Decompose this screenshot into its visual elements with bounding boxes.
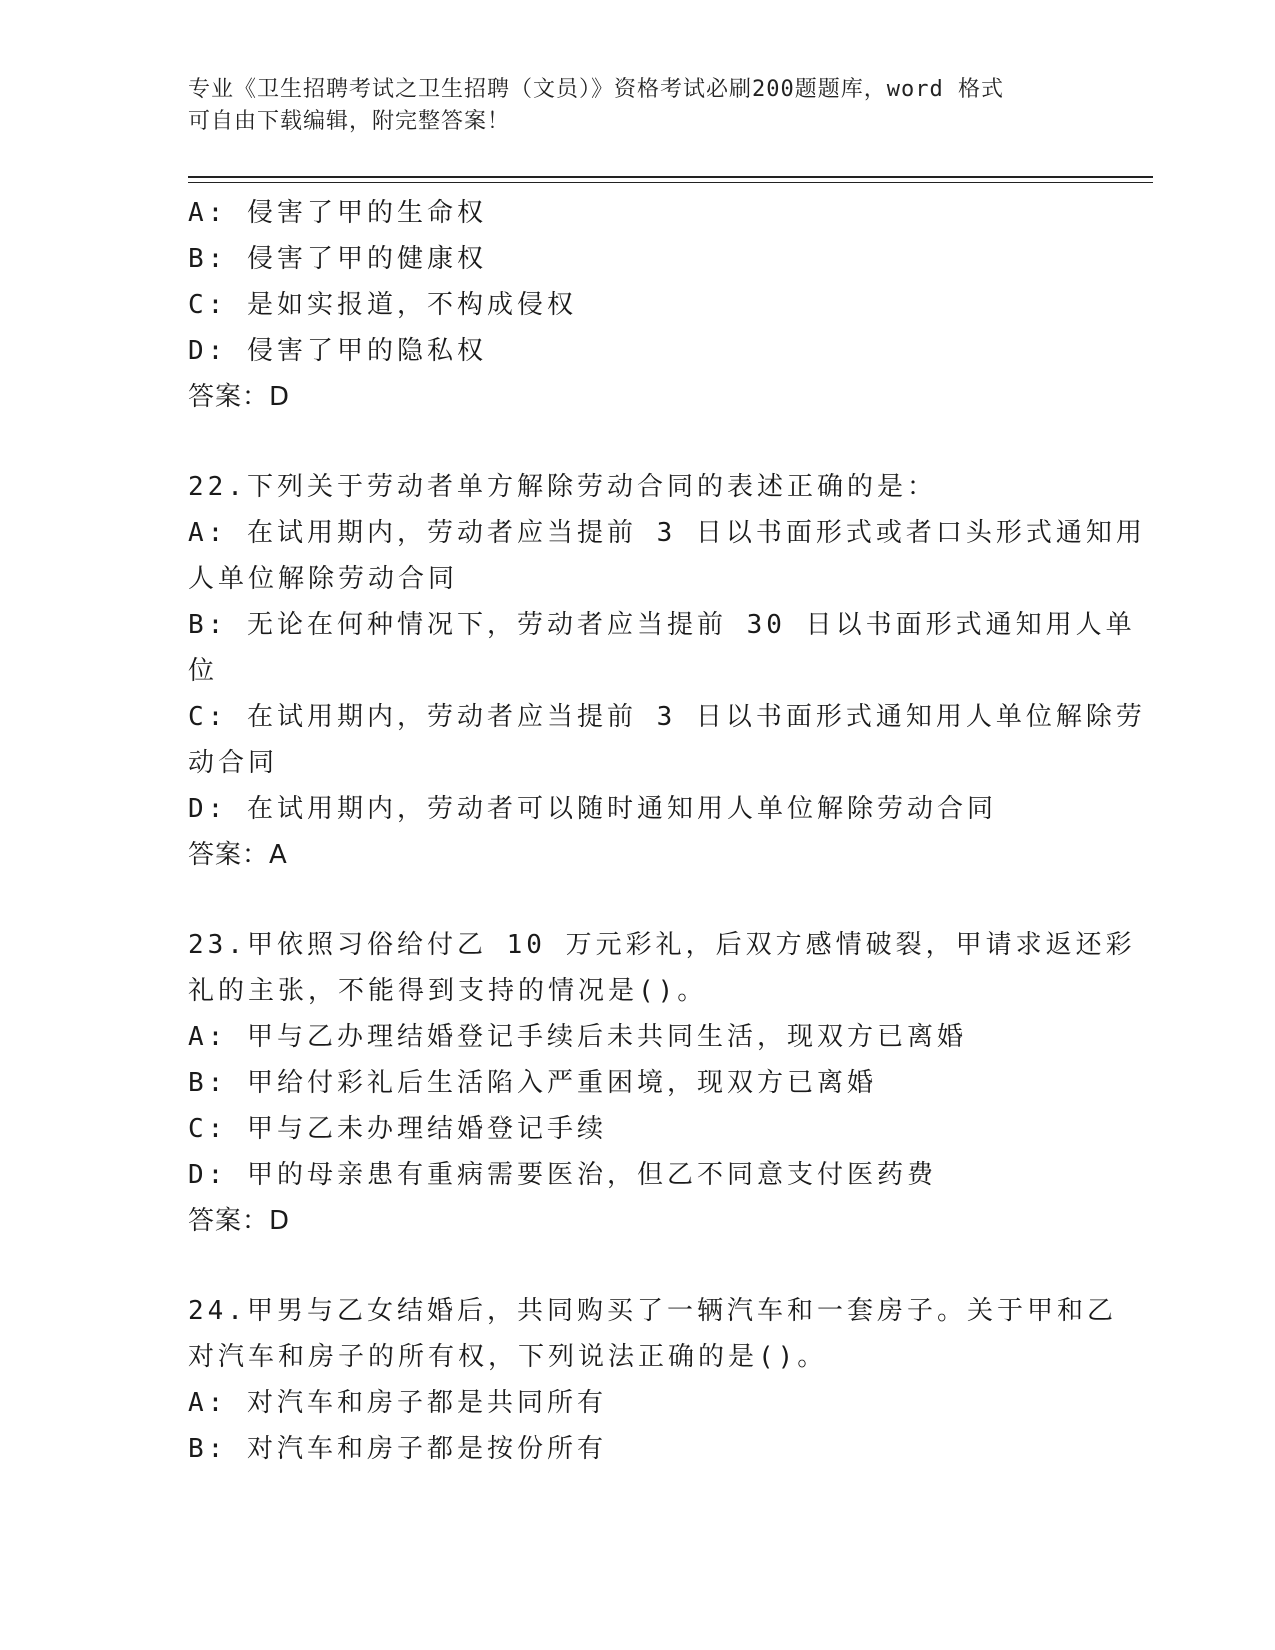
option-b: B: 侵害了甲的健康权 [188,244,487,274]
option-a-continued: 人单位解除劳动合同 [188,564,459,594]
option-d: D: 在试用期内，劳动者可以随时通知用人单位解除劳动合同 [188,794,997,824]
header-rule-thin [188,182,1153,183]
question-stem-continued: 礼的主张，不能得到支持的情况是()。 [188,976,708,1006]
option-a: A: 对汽车和房子都是共同所有 [188,1388,607,1418]
header-rule-thick [188,176,1153,178]
answer: 答案：D [188,1206,291,1236]
option-c-continued: 动合同 [188,748,279,778]
answer: 答案：D [188,382,291,412]
option-c: C: 是如实报道，不构成侵权 [188,290,577,320]
option-d: D: 甲的母亲患有重病需要医治，但乙不同意支付医药费 [188,1160,937,1190]
document-body [188,190,1146,1472]
header-line-1: 专业《卫生招聘考试之卫生招聘（文员）》资格考试必刷200题题库，word 格式 [188,77,1004,102]
question-stem: 22.下列关于劳动者单方解除劳动合同的表述正确的是： [188,472,937,502]
option-b-continued: 位 [188,656,219,686]
option-a: A: 甲与乙办理结婚登记手续后未共同生活，现双方已离婚 [188,1022,967,1052]
option-b: B: 无论在何种情况下，劳动者应当提前 30 日以书面形式通知用人单 [188,610,1136,640]
question-24 [188,1288,1117,1472]
option-a: A: 在试用期内，劳动者应当提前 3 日以书面形式或者口头形式通知用 [188,518,1146,548]
question-22 [188,464,1146,878]
spacer [188,878,1088,922]
question-stem: 23.甲依照习俗给付乙 10 万元彩礼，后双方感情破裂，甲请求返还彩 [188,930,1136,960]
document-header [188,74,1078,138]
spacer [188,1244,1088,1288]
question-21 [188,190,1088,420]
option-b: B: 对汽车和房子都是按份所有 [188,1434,607,1464]
option-c: C: 在试用期内，劳动者应当提前 3 日以书面形式通知用人单位解除劳 [188,702,1146,732]
option-d: D: 侵害了甲的隐私权 [188,336,487,366]
option-a: A: 侵害了甲的生命权 [188,198,487,228]
question-23 [188,922,1136,1244]
question-stem: 24.甲男与乙女结婚后，共同购买了一辆汽车和一套房子。关于甲和乙 [188,1296,1117,1326]
option-b: B: 甲给付彩礼后生活陷入严重困境，现双方已离婚 [188,1068,877,1098]
header-line-2: 可自由下载编辑，附完整答案！ [188,109,511,134]
spacer [188,420,1088,464]
question-stem-continued: 对汽车和房子的所有权，下列说法正确的是()。 [188,1342,828,1372]
answer: 答案：A [188,840,288,870]
option-c: C: 甲与乙未办理结婚登记手续 [188,1114,607,1144]
